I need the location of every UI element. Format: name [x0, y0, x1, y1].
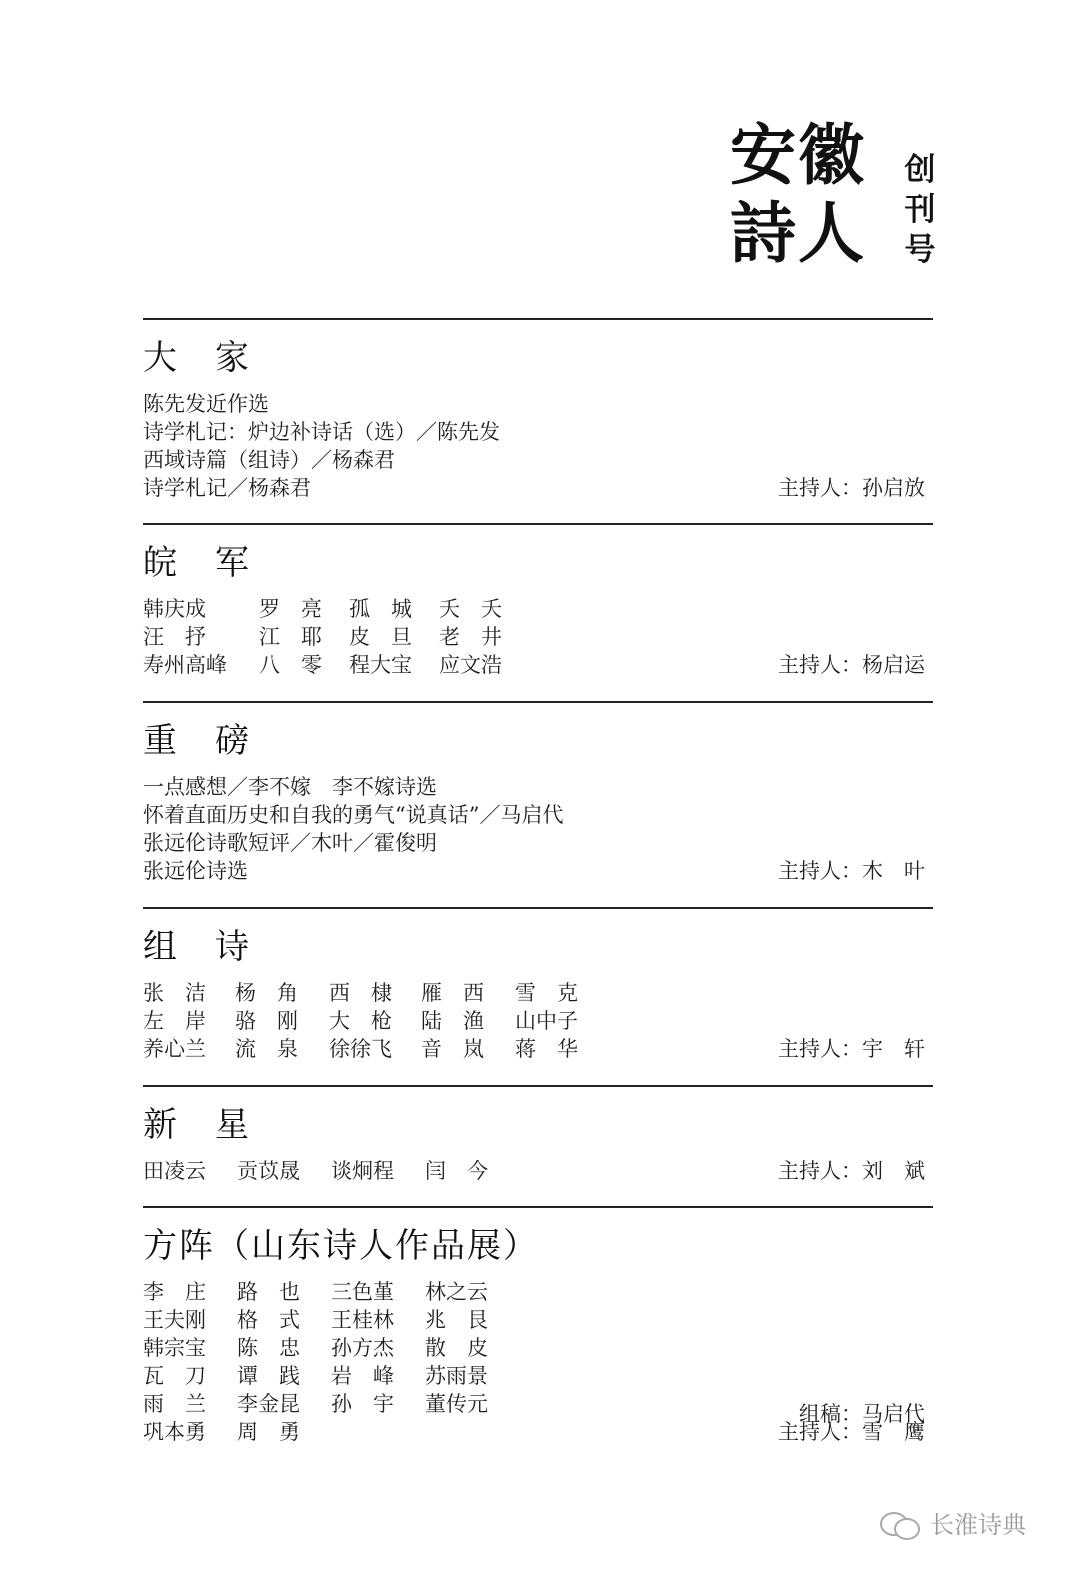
entry-line [143, 623, 933, 651]
section [143, 1085, 933, 1185]
entry-text: 诗学札记：炉边补诗话（选）／陈先发 [143, 420, 500, 444]
subtitle-char: 号 [904, 232, 936, 268]
poet-name: 程大宝 [349, 653, 412, 677]
poet-name: 夭 夭 [439, 597, 502, 621]
entry-line [143, 446, 933, 474]
section [143, 907, 933, 1063]
poet-name: 音 岚 [421, 1037, 484, 1061]
poet-name: 韩宗宝 [143, 1336, 206, 1360]
section-body [143, 773, 933, 885]
poet-name: 流 泉 [235, 1037, 298, 1061]
host-credit: 主持人：木 叶 [778, 859, 925, 883]
section [143, 523, 933, 679]
entry-text: 张远伦诗选 [143, 859, 248, 883]
poet-name: 山中子 [515, 1009, 578, 1033]
poet-name: 孙 宇 [331, 1392, 394, 1416]
poet-name: 王桂林 [331, 1308, 394, 1332]
entry-line [143, 829, 933, 857]
poet-name: 大 枪 [329, 1009, 392, 1033]
entry-line [143, 979, 933, 1007]
host-credit: 主持人：杨启运 [778, 653, 925, 677]
poet-name: 林之云 [425, 1280, 488, 1304]
poet-name: 罗 亮 [259, 597, 322, 621]
section-title: 重 磅 [143, 721, 251, 761]
host-credit: 主持人：刘 斌 [778, 1159, 925, 1183]
section-body [143, 390, 933, 502]
poet-name: 散 皮 [425, 1336, 488, 1360]
poet-name: 杨 角 [235, 981, 298, 1005]
section-divider [143, 318, 933, 320]
section-divider [143, 1085, 933, 1087]
entry-text: 张远伦诗歌短评／木叶／霍俊明 [143, 831, 437, 855]
poet-name: 老 井 [439, 625, 502, 649]
entry-line [143, 801, 933, 829]
poet-name: 李金昆 [237, 1392, 300, 1416]
section-divider [143, 1206, 933, 1208]
subtitle-char: 刊 [904, 192, 936, 228]
title-char-an: 安 [730, 116, 796, 194]
entry-line [143, 1007, 933, 1035]
poet-name: 雨 兰 [143, 1392, 206, 1416]
poet-name: 骆 刚 [235, 1009, 298, 1033]
poet-name: 岩 峰 [331, 1364, 394, 1388]
poet-name: 徐徐飞 [329, 1037, 392, 1061]
title-char-ren: 人 [798, 194, 864, 272]
poet-name: 寿州高峰 [143, 653, 227, 677]
entry-text: 诗学札记／杨森君 [143, 476, 311, 500]
section-body [143, 595, 933, 679]
poet-name: 雁 西 [421, 981, 484, 1005]
poet-name: 江 耶 [259, 625, 322, 649]
poet-name: 蒋 华 [515, 1037, 578, 1061]
entry-text: 怀着直面历史和自我的勇气“说真话”／马启代 [143, 803, 564, 827]
poet-name: 田凌云 [143, 1159, 206, 1183]
section [143, 1206, 933, 1446]
poet-name: 皮 旦 [349, 625, 412, 649]
entry-line [143, 1334, 933, 1362]
host-credit: 主持人：宇 轩 [778, 1037, 925, 1061]
subtitle-char: 创 [904, 152, 936, 188]
wechat-icon [878, 1506, 922, 1538]
entry-line [143, 1278, 933, 1306]
host-credit: 主持人：雪 鹰 [778, 1420, 925, 1444]
poet-name: 三色堇 [331, 1280, 394, 1304]
entry-text: 西域诗篇（组诗）／杨森君 [143, 448, 395, 472]
poet-name: 苏雨景 [425, 1364, 488, 1388]
section [143, 701, 933, 885]
section-title: 方阵（山东诗人作品展） [143, 1226, 539, 1266]
section-body [143, 1157, 933, 1185]
poet-name: 张 洁 [143, 981, 206, 1005]
poet-name: 王夫刚 [143, 1308, 206, 1332]
entry-line [143, 418, 933, 446]
section-title: 新 星 [143, 1105, 251, 1145]
poet-name: 兆 艮 [425, 1308, 488, 1332]
poet-name: 孙方杰 [331, 1336, 394, 1360]
title-char-shi: 詩 [730, 194, 796, 272]
subtitle-inaugural-issue [898, 150, 942, 270]
entry-line [143, 1362, 933, 1390]
entry-line [143, 1306, 933, 1334]
title-char-hui: 徽 [798, 116, 864, 194]
section-title: 皖 军 [143, 543, 251, 583]
poet-name: 八 零 [259, 653, 322, 677]
section-body [143, 1278, 933, 1446]
poet-name: 韩庆成 [143, 597, 206, 621]
poet-name: 陆 渔 [421, 1009, 484, 1033]
section-divider [143, 701, 933, 703]
poet-name: 左 岸 [143, 1009, 206, 1033]
poet-name: 养心兰 [143, 1037, 206, 1061]
poet-name: 路 也 [237, 1280, 300, 1304]
poet-name: 陈 忠 [237, 1336, 300, 1360]
section-body [143, 979, 933, 1063]
poet-name: 周 勇 [237, 1420, 300, 1444]
poet-name: 贡苡晟 [237, 1159, 300, 1183]
poet-name: 雪 克 [515, 981, 578, 1005]
entry-text: 陈先发近作选 [143, 392, 269, 416]
poet-name: 汪 抒 [143, 625, 206, 649]
poet-name: 巩本勇 [143, 1420, 206, 1444]
watermark [878, 1502, 1026, 1542]
poet-name: 格 式 [237, 1308, 300, 1332]
poet-name: 闫 今 [425, 1159, 488, 1183]
section-divider [143, 907, 933, 909]
entry-line [143, 595, 933, 623]
poet-name: 应文浩 [439, 653, 502, 677]
poet-name: 谭 践 [237, 1364, 300, 1388]
poet-name: 谈炯程 [331, 1159, 394, 1183]
section-title: 组 诗 [143, 927, 251, 967]
entry-line [143, 773, 933, 801]
entry-line [143, 390, 933, 418]
entry-text: 一点感想／李不嫁 李不嫁诗选 [143, 775, 437, 799]
host-credit: 主持人：孙启放 [778, 476, 925, 500]
poet-name: 董传元 [425, 1392, 488, 1416]
section [143, 318, 933, 502]
masthead [730, 116, 950, 280]
poet-name: 西 棣 [329, 981, 392, 1005]
poet-name: 李 庄 [143, 1280, 206, 1304]
organizer-credit: 组稿：马启代 [799, 1402, 925, 1426]
poet-name: 瓦 刀 [143, 1364, 206, 1388]
watermark-text: 长淮诗典 [930, 1510, 1026, 1539]
poet-name: 孤 城 [349, 597, 412, 621]
section-title: 大 家 [143, 338, 251, 378]
section-divider [143, 523, 933, 525]
